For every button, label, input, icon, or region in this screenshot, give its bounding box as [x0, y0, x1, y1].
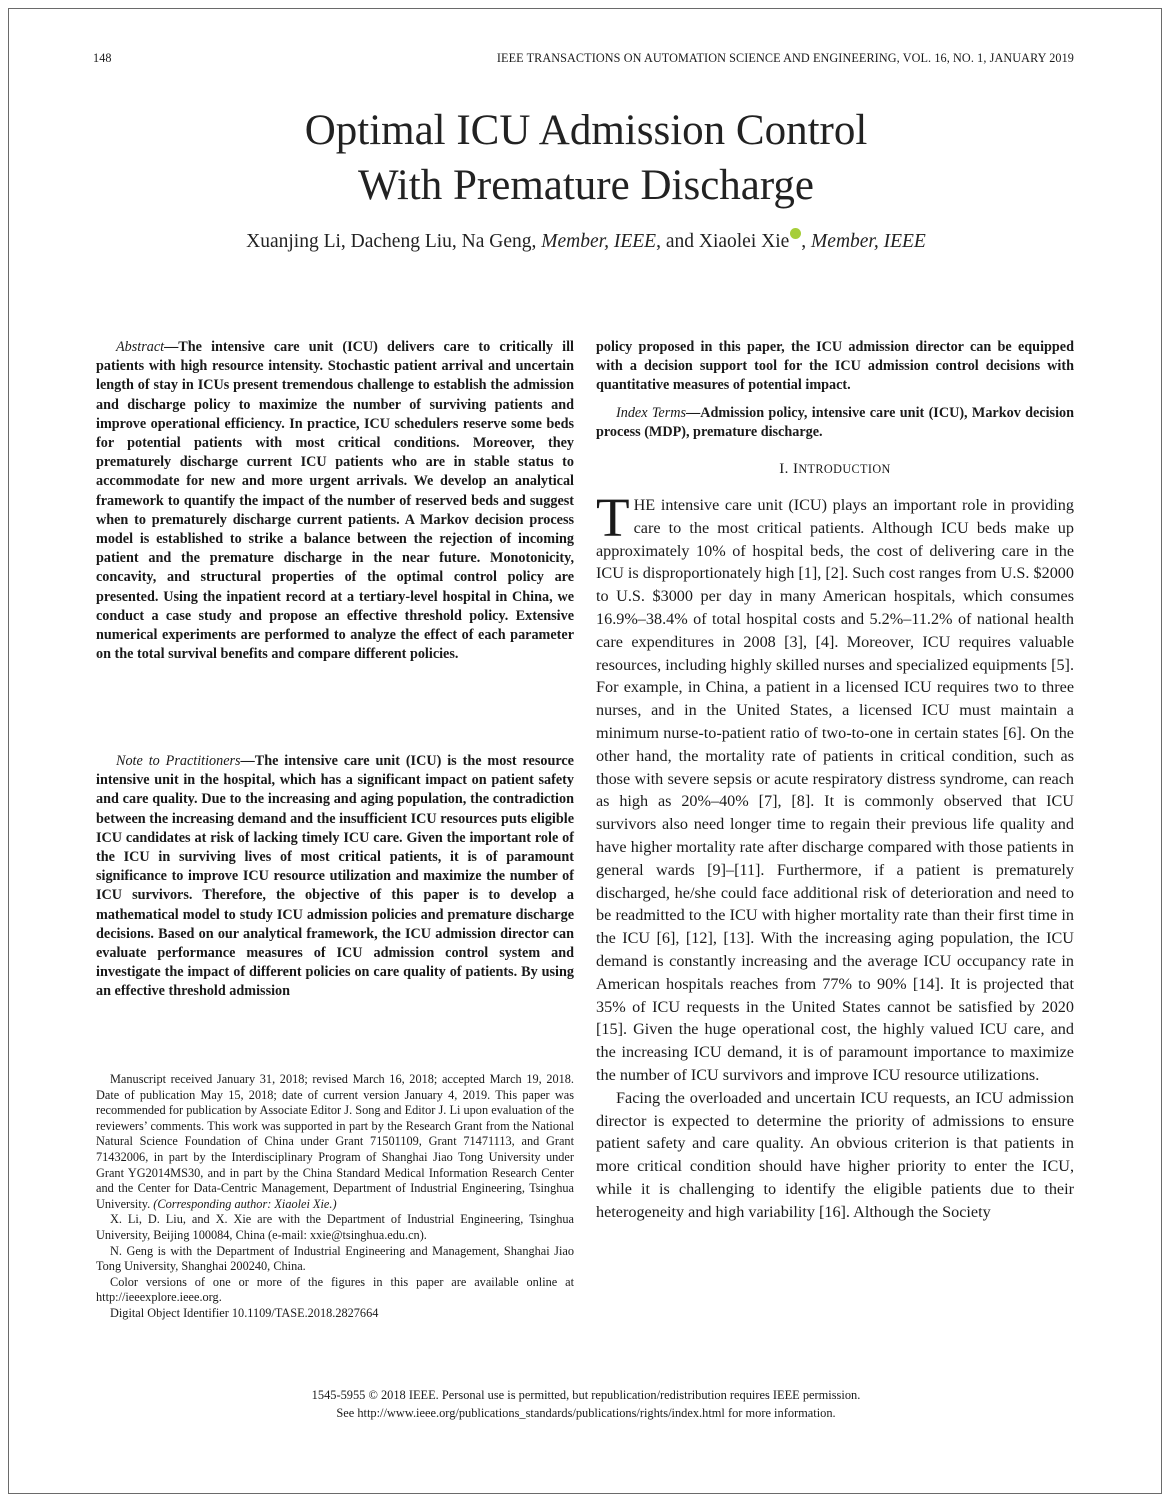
copyright-line-1: 1545-5955 © 2018 IEEE. Personal use is permitted, but republication/redistribution requires IEEE permission. [311, 1388, 861, 1402]
abstract-lead: Abstract [116, 339, 165, 355]
index-terms: Index Terms—Admission policy, intensive care unit (ICU), Markov decision process (MDP), premature discharge. [596, 405, 1074, 441]
note-continued-text: policy proposed in this paper, the ICU admission director can be equipped with a decision support tool for the ICU admission control decisions with quantitative measures of potential impact. [596, 339, 1074, 394]
affiliation-1: X. Li, D. Liu, and X. Xie are with the Department of Industrial Engineering, Tsinghua University, Beijing 100084, China (e-mail: xxie@tsinghua.edu.cn). [96, 1212, 574, 1242]
member-label-a: Member, IEEE [541, 231, 657, 252]
author-sep: , [801, 231, 812, 252]
member-label-b: Member, IEEE [811, 231, 926, 252]
corresponding-author: (Corresponding author: Xiaolei Xie.) [153, 1196, 337, 1211]
manuscript-note: Manuscript received January 31, 2018; revised March 16, 2018; accepted March 19, 2018. Date of publication May 15, 2018; date of current version January 4, 2019. This paper was recommended for publication by Associate Editor J. Song and Editor J. Li upon evaluation of the reviewers’ comments. This work was supported in part by the Research Grant from the National Natural Science Foundation of China under Grant 71501109, Grant 71471113, and Grant 71432006, in part by the Interdisciplinary Program of Shanghai Jiao Tong University under Grant YG2014MS30, and in part by the China Standard Medical Information Research Center and the Center for Data-Centric Management, Department of Industrial Engineering, Tsinghua University. [96, 1072, 574, 1211]
abstract-text: The intensive care unit (ICU) delivers care to critically ill patients with high resource intensity. Stochastic patient arrival and uncertain length of stay in ICUs present tremendous challenge to establish the admission and discharge policy to maximize the number of surviving patients and improve operational efficiency. In practice, ICU schedulers reserve some beds for potential patients with most critical conditions. Moreover, they prematurely discharge current ICU patients who are in stable status to accommodate for new and more urgent arrivals. We develop an analytical framework to quantify the impact of the number of reserved beds and suggest when to prematurely discharge current patients. A Markov decision process model is established to strike a balance between the rejection of incoming patient and the premature discharge in the near future. Monotonicity, concavity, and structural properties of the optimal control policy are presented. Using the inpatient record at a tertiary-level hospital in China, we conduct a case study and propose an effective threshold policy. Extensive numerical experiments are performed to analyze the effect of each parameter on the total survival benefits and compare different policies. [96, 339, 574, 663]
author-list [0, 228, 1172, 253]
introduction-body [596, 487, 1074, 1224]
copyright-footer [0, 1386, 1172, 1422]
running-head [93, 51, 1074, 71]
doi: Digital Object Identifier 10.1109/TASE.2018.2827664 [110, 1305, 379, 1320]
abstract: Abstract—The intensive care unit (ICU) delivers care to critically ill patients with high resource intensity. Stochastic patient arrival and uncertain length of stay in ICUs present tremendous challenge to establish the admission and discharge policy to maximize the number of surviving patients and improve operational efficiency. In practice, ICU schedulers reserve some beds for potential patients with most critical conditions. Moreover, they prematurely discharge current ICU patients who are in stable status to accommodate for new and more urgent arrivals. We develop an analytical framework to quantify the impact of the number of reserved beds and suggest when to prematurely discharge current patients. A Markov decision process model is established to strike a balance between the rejection of incoming patient and the premature discharge in the near future. Monotonicity, concavity, and structural properties of the optimal control policy are presented. Using the inpatient record at a tertiary-level hospital in China, we conduct a case study and propose an effective threshold policy. Extensive numerical experiments are performed to analyze the effect of each parameter on the total survival benefits and compare different policies. [96, 339, 574, 663]
section-heading-introduction: I. INTRODUCTION [779, 461, 891, 477]
author-names-b: , and Xiaolei Xie [656, 231, 790, 252]
dropcap: T [596, 487, 630, 548]
note-text: The intensive care unit (ICU) is the most resource intensive unit in the hospital, which has a significant impact on patient safety and care quality. Due to the increasing and aging population, the contradiction between the increasing demand and the insufficient ICU resources puts eligible ICU candidates at risk of lacking timely ICU care. Given the important role of the ICU in surviving lives of most critical patients, it is of paramount significance to improve ICU resource utilization and maximize the number of ICU survivors. Therefore, the objective of this paper is to develop a mathematical model to study ICU admission policies and premature discharge decisions. Based on our analytical framework, the ICU admission director can evaluate performance measures of ICU admission control system and investigate the impact of different policies on care quality of patients. By using an effective threshold admission [96, 753, 574, 1000]
intro-paragraph-1: HE intensive care unit (ICU) plays an important role in providing care to the most critical patients. Although ICU beds make up approximately 10% of hospital beds, the cost of delivering care in the ICU is disproportionately high [1], [2]. Such cost ranges from U.S. $2000 to U.S. $3000 per day in many American hospitals, which consumes 16.9%–38.4% of total hospital costs and 5.2%–11.2% of national health care expenditures in 2008 [3], [4]. Moreover, ICU requires valuable resources, including highly skilled nurses and specialized equipments [5]. For example, in China, a patient in a licensed ICU requires two to three nurses, and in the United States, a licensed ICU must maintain a minimum nurse-to-patient ratio of two-to-one in certain states [6]. On the other hand, the mortality rate of patients in critical condition, such as those with severe sepsis or acute respiratory distress syndrome, can reach as high as 20%–40% [7], [8]. It is commonly observed that ICU survivors also need longer time to regain their previous life quality and have higher mortality rate after discharge compared with those patients in general wards [9]–[11]. Furthermore, if a patient is prematurely discharged, he/she could face additional risk of deterioration and need to be readmitted to the ICU with higher mortality rate than their first time in the ICU [6], [12], [13]. With the increasing aging population, the ICU demand is constantly increasing and the average ICU occupancy rate in American hospitals reaches from 77% to 90% [14]. It is projected that 35% of ICU requests in the United States cannot be satisfied by 2020 [15]. Given the huge operational cost, the highly valued ICU care, and the increasing ICU demand, it is of paramount importance to maximize the number of ICU survivors and improve ICU resource utilizations. [596, 496, 1074, 1084]
author-names-a: Xuanjing Li, Dacheng Liu, Na Geng, [246, 231, 542, 252]
paper-title [0, 103, 1172, 213]
copyright-line-2: See http://www.ieee.org/publications_standards/publications/rights/index.html for more information. [336, 1406, 836, 1420]
index-terms-text: Admission policy, intensive care unit (ICU), Markov decision process (MDP), premature discharge. [596, 405, 1074, 441]
affiliation-2: N. Geng is with the Department of Industrial Engineering and Management, Shanghai Jiao Tong University, Shanghai 200240, China. [96, 1243, 574, 1274]
note-lead: Note to Practitioners [116, 753, 241, 769]
orcid-icon[interactable] [790, 228, 801, 239]
page-number: 148 [93, 51, 112, 65]
title-line-1: Optimal ICU Admission Control [304, 107, 868, 154]
note-to-practitioners: Note to Practitioners—The intensive care unit (ICU) is the most resource intensive unit in the hospital, which has a significant impact on patient safety and care quality. Due to the increasing and aging population, the contradiction between the increasing demand and the insufficient ICU resources puts eligible ICU candidates at risk of lacking timely ICU care. Given the important role of the ICU in surviving lives of most critical patients, it is of paramount significance to improve ICU resource utilization and maximize the number of ICU survivors. Therefore, the objective of this paper is to develop a mathematical model to study ICU admission policies and premature discharge decisions. Based on our analytical framework, the ICU admission director can evaluate performance measures of ICU admission control system and investigate the impact of different policies on care quality of patients. By using an effective threshold admission [96, 753, 574, 1000]
note-continued [596, 338, 1074, 396]
title-line-2: With Premature Discharge [358, 162, 814, 209]
color-note: Color versions of one or more of the figures in this paper are available online at http://ieeexplore.ieee.org. [96, 1274, 574, 1305]
footnotes [96, 1072, 574, 1322]
index-terms-lead: Index Terms [616, 405, 687, 421]
journal-header: IEEE TRANSACTIONS ON AUTOMATION SCIENCE AND ENGINEERING, VOL. 16, NO. 1, JANUARY 2019 [496, 51, 1074, 65]
intro-paragraph-2: Facing the overloaded and uncertain ICU requests, an ICU admission director is expected to determine the priority of admissions to ensure patient safety and care quality. An obvious criterion is that patients in more critical condition should have higher priority to enter the ICU, while it is challenging to identify the eligible patients due to their heterogeneity and high variability [16]. Although the Society [596, 1088, 1074, 1221]
